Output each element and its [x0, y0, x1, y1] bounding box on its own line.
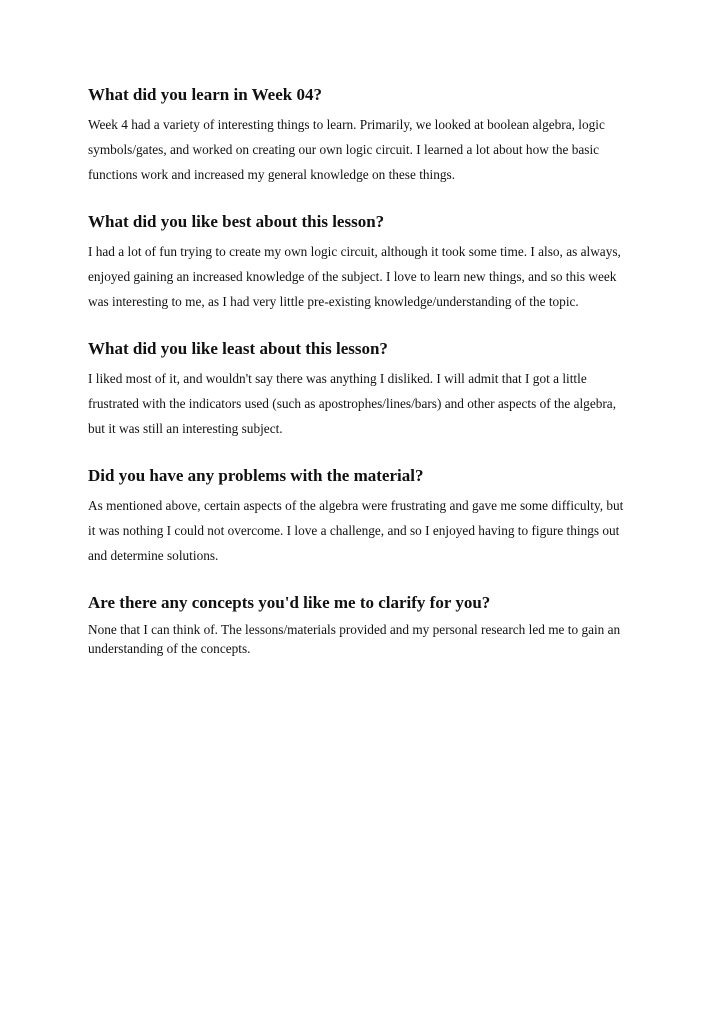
- section-body: Week 4 had a variety of interesting things to learn. Primarily, we looked at boolean algebra, logic symbols/gates, and worked on creating our own logic circuit. I learned a lot about how the basic functions work and increased my general knowledge on these things.: [88, 117, 605, 182]
- section-heading: Are there any concepts you'd like me to clarify for you?: [88, 593, 491, 612]
- section-heading: What did you like best about this lesson?: [88, 212, 385, 231]
- section-week-learned: [88, 84, 626, 187]
- section-body: I had a lot of fun trying to create my own logic circuit, although it took some time. I also, as always, enjoyed gaining an increased knowledge of the subject. I love to learn new things, and so this week was interesting to me, as I had very little pre-existing knowledge/understanding of the topic.: [88, 244, 621, 309]
- section-liked-least: [88, 338, 626, 441]
- section-heading: Did you have any problems with the material?: [88, 466, 424, 485]
- section-heading: What did you like least about this lesson?: [88, 339, 388, 358]
- section-liked-best: [88, 211, 626, 314]
- section-heading: What did you learn in Week 04?: [88, 85, 322, 104]
- section-body: None that I can think of. The lessons/materials provided and my personal research led me to gain an understanding of the concepts.: [88, 622, 621, 656]
- section-clarify-concepts: [88, 592, 626, 658]
- section-body: As mentioned above, certain aspects of the algebra were frustrating and gave me some difficulty, but it was nothing I could not overcome. I love a challenge, and so I enjoyed having to figure things out and determine solutions.: [88, 498, 624, 563]
- section-problems: [88, 465, 626, 568]
- section-body: I liked most of it, and wouldn't say there was anything I disliked. I will admit that I got a little frustrated with the indicators used (such as apostrophes/lines/bars) and other aspects of the algebra, but it was still an interesting subject.: [88, 371, 617, 436]
